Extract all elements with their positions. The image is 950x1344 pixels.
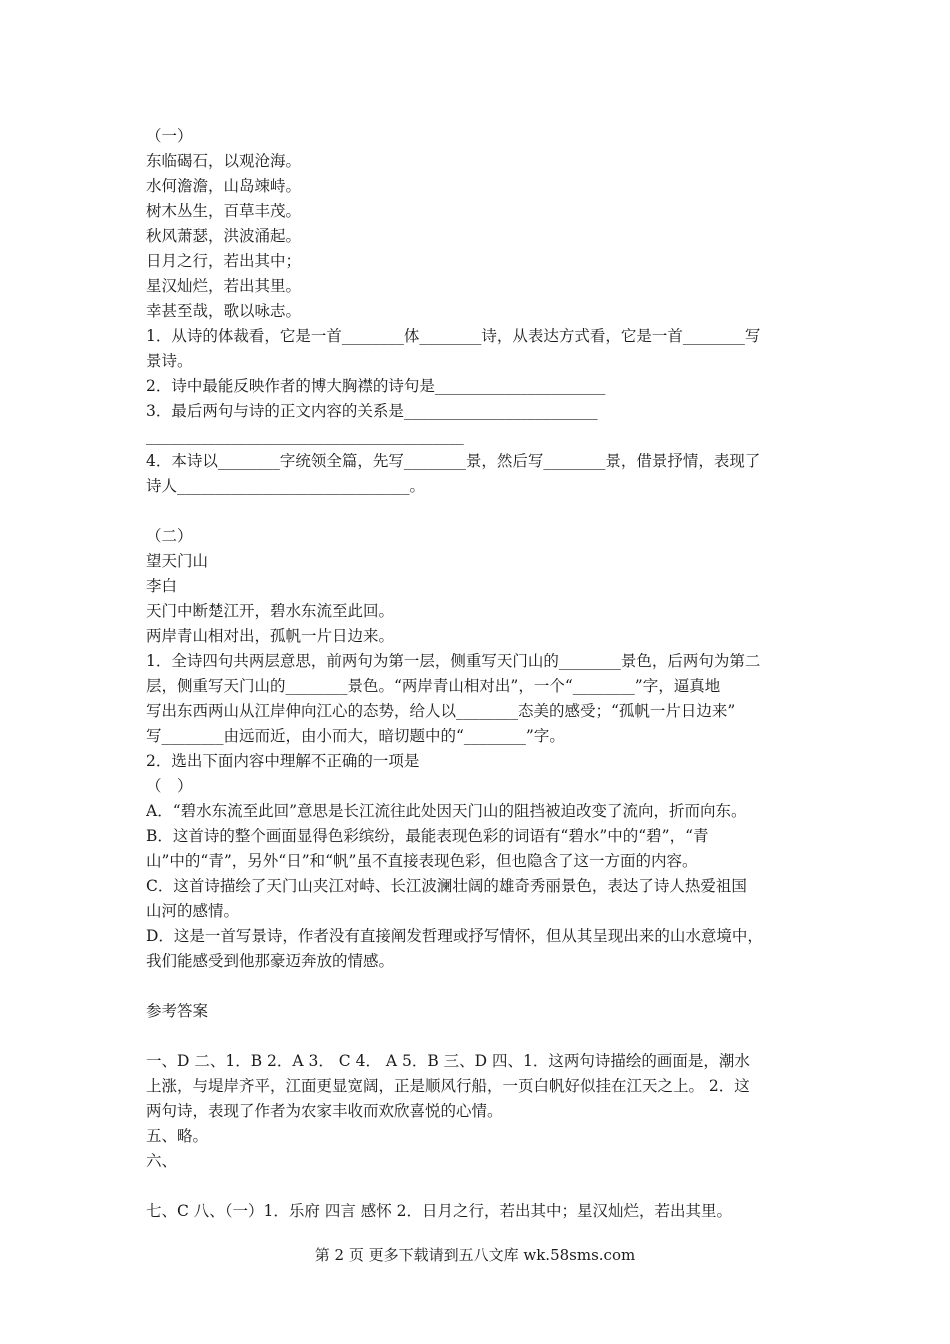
question-line: 1．从诗的体裁看，它是一首________体________诗，从表达方式看，它是一首________写 bbox=[146, 327, 761, 345]
question-line: 1．全诗四句共两层意思，前两句为第一层，侧重写天门山的________景色，后两句为第二 bbox=[146, 652, 761, 670]
answer-line: 五、略。 bbox=[146, 1127, 209, 1145]
answer-line: 一、D 二、1．B 2．A 3． C 4． A 5．B 三、D 四、1．这两句诗描绘的画面是，潮水 bbox=[146, 1052, 750, 1070]
poem-line: 秋风萧瑟，洪波涌起。 bbox=[146, 227, 302, 245]
question-line: 2．选出下面内容中理解不正确的一项是 bbox=[146, 752, 420, 770]
document-body bbox=[146, 124, 810, 1224]
answers-heading: 参考答案 bbox=[146, 1002, 209, 1020]
answer-line: 六、 bbox=[146, 1152, 178, 1170]
question-line: 层，侧重写天门山的________景色。“两岸青山相对出”，一个“________”字，逼真地 bbox=[146, 677, 721, 695]
poem-line: 幸甚至哉，歌以咏志。 bbox=[146, 302, 302, 320]
option-d: D．这是一首写景诗，作者没有直接阐发哲理或抒写情怀，但从其呈现出来的山水意境中， bbox=[146, 927, 763, 945]
poem-line: 树木丛生，百草丰茂。 bbox=[146, 202, 302, 220]
question-line: 3．最后两句与诗的正文内容的关系是_________________________ bbox=[146, 402, 598, 420]
option-b: B．这首诗的整个画面显得色彩缤纷，最能表现色彩的词语有“碧水”中的“碧”，“青 bbox=[146, 827, 709, 845]
answer-blank-line: _________________________________________ bbox=[146, 427, 464, 445]
spacer bbox=[146, 974, 810, 999]
question-line: 景诗。 bbox=[146, 352, 193, 370]
answer-line-last: 七、C 八、（一）1．乐府 四言 感怀 2．日月之行，若出其中；星汉灿烂，若出其里。 bbox=[146, 1202, 733, 1220]
spacer bbox=[146, 1174, 810, 1199]
option-a: A．“碧水东流至此回”意思是长江流往此处因天门山的阻挡被迫改变了流向，折而向东。 bbox=[146, 802, 747, 820]
answer-parentheses: （ ） bbox=[146, 777, 193, 795]
question-line: 写出东西两山从江岸伸向江心的态势，给人以________态美的感受；“孤帆一片日边来” bbox=[146, 702, 736, 720]
page-footer: 第 2 页 更多下载请到五八文库 wk.58sms.com bbox=[314, 1246, 636, 1264]
poem-line: 星汉灿烂，若出其里。 bbox=[146, 277, 302, 295]
poem-line: 天门中断楚江开，碧水东流至此回。 bbox=[146, 602, 395, 620]
option-c-cont: 山河的感情。 bbox=[146, 902, 240, 920]
answer-line: 上涨，与堤岸齐平，江面更显宽阔，正是顺风行船，一页白帆好似挂在江天之上。 2．这 bbox=[146, 1077, 750, 1095]
poem-title: 望天门山 bbox=[146, 552, 209, 570]
poem-author: 李白 bbox=[146, 577, 178, 595]
question-line: 2．诗中最能反映作者的博大胸襟的诗句是______________________ bbox=[146, 377, 606, 395]
question-line: 诗人______________________________。 bbox=[146, 477, 426, 495]
poem-line: 两岸青山相对出，孤帆一片日边来。 bbox=[146, 627, 395, 645]
poem-line: 日月之行，若出其中； bbox=[146, 252, 302, 270]
option-d-cont: 我们能感受到他那豪迈奔放的情感。 bbox=[146, 952, 395, 970]
spacer bbox=[146, 1024, 810, 1049]
question-line: 写________由远而近，由小而大，暗切题中的“________”字。 bbox=[146, 727, 565, 745]
poem-line: 东临碣石，以观沧海。 bbox=[146, 152, 302, 170]
answer-line: 两句诗，表现了作者为农家丰收而欢欣喜悦的心情。 bbox=[146, 1102, 503, 1120]
option-c: C．这首诗描绘了天门山夹江对峙、长江波澜壮阔的雄奇秀丽景色，表达了诗人热爱祖国 bbox=[146, 877, 747, 895]
spacer bbox=[146, 499, 810, 524]
section-heading-2: （二） bbox=[146, 527, 193, 545]
question-line: 4．本诗以________字统领全篇，先写________景，然后写________景，借景抒情，表现了 bbox=[146, 452, 761, 470]
section-heading-1: （一） bbox=[146, 127, 193, 145]
option-b-cont: 山”中的“青”，另外“日”和“帆”虽不直接表现色彩，但也隐含了这一方面的内容。 bbox=[146, 852, 698, 870]
poem-line: 水何澹澹，山岛竦峙。 bbox=[146, 177, 302, 195]
